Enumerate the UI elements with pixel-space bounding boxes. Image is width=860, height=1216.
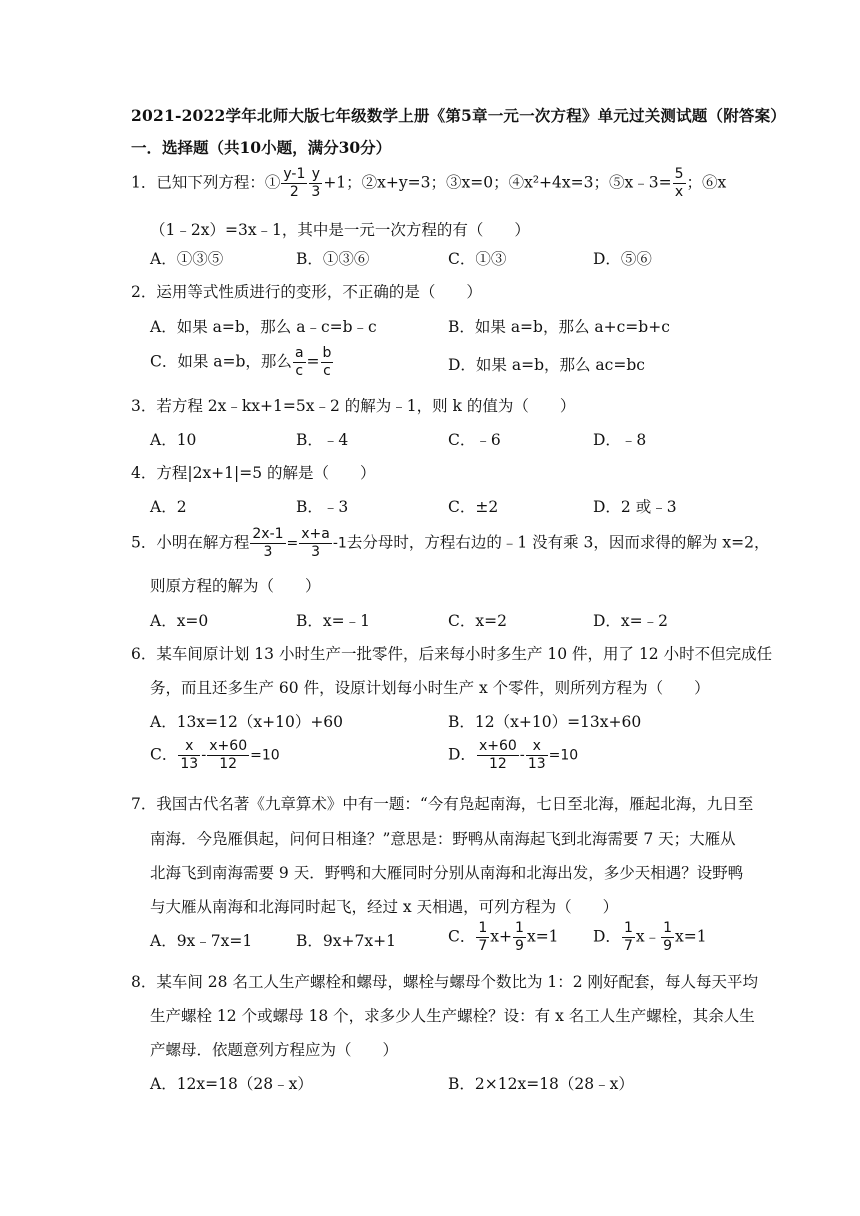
q1-option-a[interactable]: A．①③⑤ [150,250,224,268]
fraction: $\frac{1}{9}$ [663,920,673,954]
fraction: $\frac{y}{3}$ [311,166,321,200]
q5-option-d[interactable]: D．x=﹣2 [593,612,669,630]
q7-option-d[interactable]: D． $\frac{1}{7}$ x﹣ $\frac{1}{9}$ x=1 [593,920,707,954]
q4-option-b[interactable]: B．﹣3 [296,498,349,516]
q3-option-a[interactable]: A．10 [150,431,197,449]
q6-option-a[interactable]: A．13x=12（x+10）+60 [150,713,344,731]
q4-option-c[interactable]: C．±2 [448,498,499,516]
fraction: $\frac{2x-1}{3}$ [252,526,284,560]
fraction: $\frac{y-1}{2}$ [283,166,306,200]
q7-option-b[interactable]: B．9x+7x+1 [296,932,396,950]
fraction: $\frac{x}{13}$ [527,738,546,772]
question-3-stem: 3．若方程 2x﹣kx+1=5x﹣2 的解为﹣1，则 k 的值为（ ） [131,397,576,415]
question-7-stem-cont: 与大雁从南海和北海同时起飞，经过 x 天相遇，可列方程为（ ） [150,898,619,916]
q2-option-c[interactable]: C．如果 a=b，那么 $\frac{a}{c}$ = $\frac{b}{c}$ [150,345,332,379]
fraction: $\frac{b}{c}$ [322,345,332,379]
question-2-stem: 2．运用等式性质进行的变形，不正确的是（ ） [131,283,482,301]
q5-option-c[interactable]: C．x=2 [448,612,507,630]
fraction: $\frac{x+60}{12}$ [209,738,248,772]
question-5-stem: 5．小明在解方程 $\frac{2x-1}{3}$ = $\frac{x+a}{3}$ -1去分母时，方程右边的﹣1 没有乘 3，因而求得的解为 x=2， [131,526,770,560]
question-6-stem: 6．某车间原计划 13 小时生产一批零件，后来每小时多生产 10 件，用了 12 小时不但完成任 [131,645,773,663]
q2-option-d[interactable]: D．如果 a=b，那么 ac=bc [448,356,645,374]
fraction: $\frac{1}{7}$ [478,920,488,954]
q7-option-c[interactable]: C． $\frac{1}{7}$ x+ $\frac{1}{9}$ x=1 [448,920,559,954]
q1-option-b[interactable]: B．①③⑥ [296,250,370,268]
fraction: $\frac{a}{c}$ [294,345,304,379]
fraction: $\frac{5}{x}$ [674,166,684,200]
question-6-stem-cont: 务，而且还多生产 60 件，设原计划每小时生产 x 个零件，则所列方程为（ ） [150,679,710,697]
q3-option-b[interactable]: B．﹣4 [296,431,349,449]
q1-option-c[interactable]: C．①③ [448,250,507,268]
question-8-stem: 8．某车间 28 名工人生产螺栓和螺母，螺栓与螺母个数比为 1：2 刚好配套，每人每天平均 [131,973,759,991]
q4-option-d[interactable]: D．2 或﹣3 [593,498,677,516]
q6-option-d[interactable]: D． $\frac{x+60}{12}$ - $\frac{x}{13}$ =10 [448,738,579,772]
q2-option-b[interactable]: B．如果 a=b，那么 a+c=b+c [448,318,670,336]
q8-option-a[interactable]: A．12x=18（28﹣x） [150,1075,313,1093]
q5-option-a[interactable]: A．x=0 [150,612,209,630]
q1-option-d[interactable]: D．⑤⑥ [593,250,652,268]
q5-option-b[interactable]: B．x=﹣1 [296,612,370,630]
fraction: $\frac{1}{7}$ [623,920,633,954]
q6-option-b[interactable]: B．12（x+10）=13x+60 [448,713,642,731]
fraction: $\frac{x}{13}$ [180,738,199,772]
question-1-stem: 1．已知下列方程：① $\frac{y-1}{2}$ $\frac{y}{3}$ +1；②x+y=3；③x=0；④x²+4x=3；⑤x﹣3= $\frac{5}{x}$ ；⑥x [131,166,727,200]
page-title: 2021-2022学年北师大版七年级数学上册《第5章一元一次方程》单元过关测试题（附答案） [131,106,786,125]
q8-option-b[interactable]: B．2×12x=18（28﹣x） [448,1075,634,1093]
q2-option-a[interactable]: A．如果 a=b，那么 a﹣c=b﹣c [150,318,377,336]
q3-option-c[interactable]: C．﹣6 [448,431,501,449]
question-7-stem: 7．我国古代名著《九章算术》中有一题：“今有凫起南海，七日至北海，雁起北海，九日至 [131,795,754,813]
q3-option-d[interactable]: D．﹣8 [593,431,647,449]
question-5-stem-cont: 则原方程的解为（ ） [150,577,321,595]
question-4-stem: 4．方程|2x+1|=5 的解是（ ） [131,464,376,482]
q6-option-c[interactable]: C． $\frac{x}{13}$ - $\frac{x+60}{12}$ =10 [150,738,280,772]
section-heading: 一．选择题（共10小题，满分30分） [131,138,392,157]
fraction: $\frac{x+60}{12}$ [478,738,517,772]
question-7-stem-cont: 南海．今凫雁俱起，问何日相逢？”意思是：野鸭从南海起飞到北海需要 7 天；大雁从 [150,830,736,848]
question-8-stem-cont: 生产螺栓 12 个或螺母 18 个，求多少人生产螺栓？设：有 x 名工人生产螺栓，其余人生 [150,1007,755,1025]
q4-option-a[interactable]: A．2 [150,498,187,516]
question-8-stem-cont: 产螺母．依题意列方程应为（ ） [150,1041,399,1059]
q7-option-a[interactable]: A．9x﹣7x=1 [150,932,253,950]
question-1-stem-cont: （1﹣2x）=3x﹣1，其中是一元一次方程的有（ ） [150,221,530,239]
fraction: $\frac{x+a}{3}$ [301,526,330,560]
fraction: $\frac{1}{9}$ [515,920,524,954]
question-7-stem-cont: 北海飞到南海需要 9 天．野鸭和大雁同时分别从南海和北海出发，多少天相遇？设野鸭 [150,864,744,882]
